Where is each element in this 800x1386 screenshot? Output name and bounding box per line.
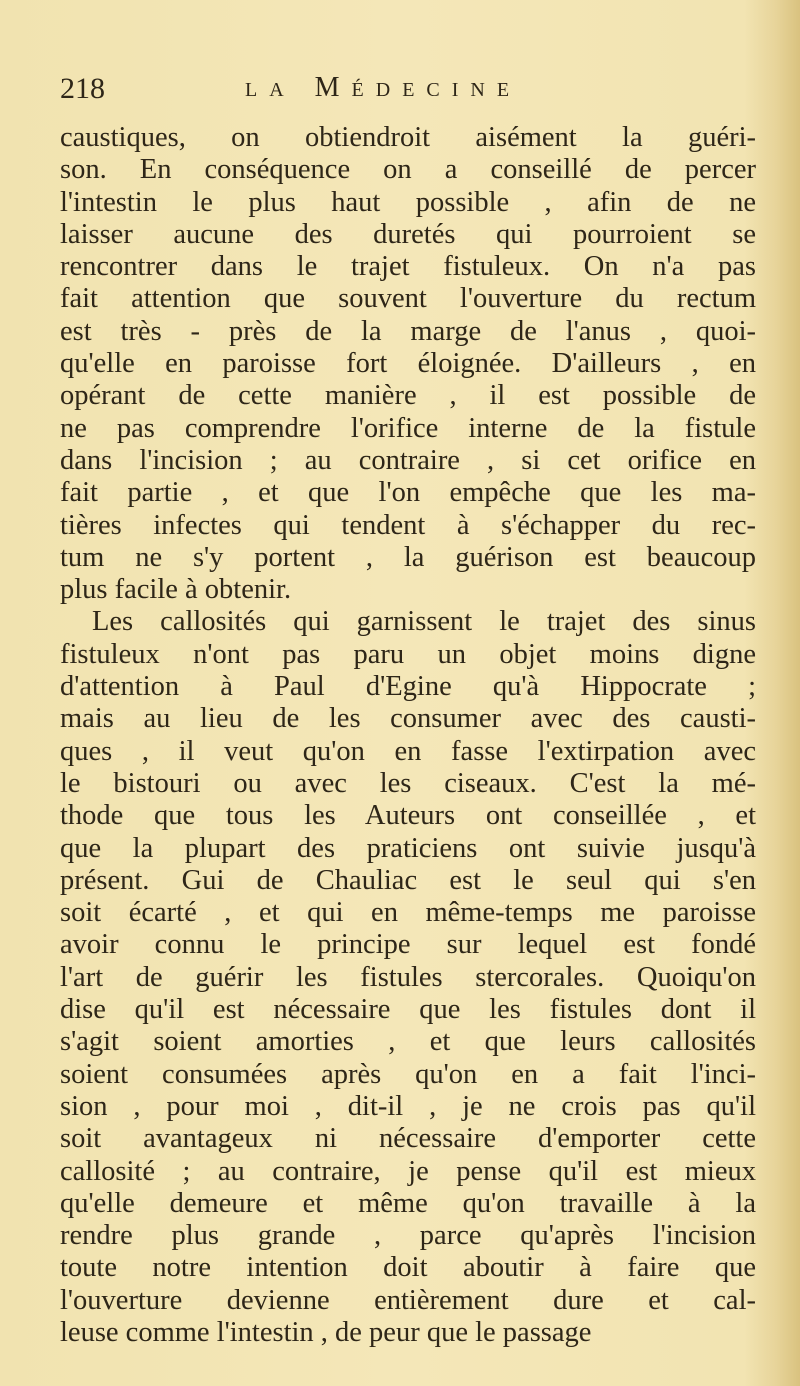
text-line: l'art de guérir les fistules stercorales. Quoiqu'on (60, 961, 756, 993)
text-line: présent. Gui de Chauliac est le seul qui s'en (60, 864, 756, 896)
text-line: fait attention que souvent l'ouverture du rectum (60, 283, 756, 315)
page-header (60, 72, 620, 112)
text-line: laisser aucune des duretés qui pourroient se (60, 218, 756, 250)
text-line: callosité ; au contraire, je pense qu'il est mieux (60, 1155, 756, 1187)
text-line: le bistouri ou avec les ciseaux. C'est la mé- (60, 767, 756, 799)
text-line: ques , il veut qu'on en fasse l'extirpation avec (60, 735, 756, 767)
text-line: leuse comme l'intestin , de peur que le passage (60, 1316, 592, 1348)
text-line: mais au lieu de les consumer avec des causti- (60, 703, 756, 735)
text-line: dise qu'il est nécessaire que les fistules dont il (60, 994, 756, 1026)
text-line: opérant de cette manière , il est possible de (60, 380, 756, 412)
page-number: 218 (60, 72, 105, 105)
running-title: la Médecine (245, 72, 522, 103)
text-line: toute notre intention doit aboutir à faire que (60, 1252, 756, 1284)
text-line: thode que tous les Auteurs ont conseillée , et (60, 800, 756, 832)
text-line: son. En conséquence on a conseillé de percer (60, 154, 756, 186)
text-line: fistuleux n'ont pas paru un objet moins digne (60, 638, 756, 670)
text-line: avoir connu le principe sur lequel est fondé (60, 929, 756, 961)
text-line: sion , pour moi , dit-il , je ne crois pas qu'il (60, 1090, 756, 1122)
text-line: est très - près de la marge de l'anus , quoi- (60, 315, 756, 347)
text-line: qu'elle demeure et même qu'on travaille à la (60, 1187, 756, 1219)
body-text (60, 122, 756, 1349)
text-line: dans l'incision ; au contraire , si cet orifice en (60, 444, 756, 476)
text-line: s'agit soient amorties , et que leurs callosités (60, 1026, 756, 1058)
text-line: rendre plus grande , parce qu'après l'incision (60, 1220, 756, 1252)
text-line: Les callosités qui garnissent le trajet des sinus (92, 606, 756, 638)
text-line: tières infectes qui tendent à s'échapper du rec- (60, 509, 756, 541)
text-line: l'intestin le plus haut possible , afin de ne (60, 186, 756, 218)
text-line: tum ne s'y portent , la guérison est beaucoup (60, 541, 756, 573)
text-line: fait partie , et que l'on empêche que les ma- (60, 477, 756, 509)
text-line: qu'elle en paroisse fort éloignée. D'ailleurs , en (60, 348, 756, 380)
text-line: ne pas comprendre l'orifice interne de la fistule (60, 412, 756, 444)
text-line: caustiques, on obtiendroit aisément la guéri- (60, 122, 756, 153)
text-line: soit écarté , et qui en même-temps me paroisse (60, 897, 756, 929)
text-line: rencontrer dans le trajet fistuleux. On n'a pas (60, 251, 756, 283)
text-line: soit avantageux ni nécessaire d'emporter cette (60, 1123, 756, 1155)
text-line: d'attention à Paul d'Egine qu'à Hippocrate ; (60, 671, 756, 703)
text-line: l'ouverture devienne entièrement dure et cal- (60, 1284, 756, 1316)
text-line: soient consumées après qu'on en a fait l'inci- (60, 1058, 756, 1090)
text-line: plus facile à obtenir. (60, 574, 292, 606)
text-line: que la plupart des praticiens ont suivie jusqu'à (60, 832, 756, 864)
